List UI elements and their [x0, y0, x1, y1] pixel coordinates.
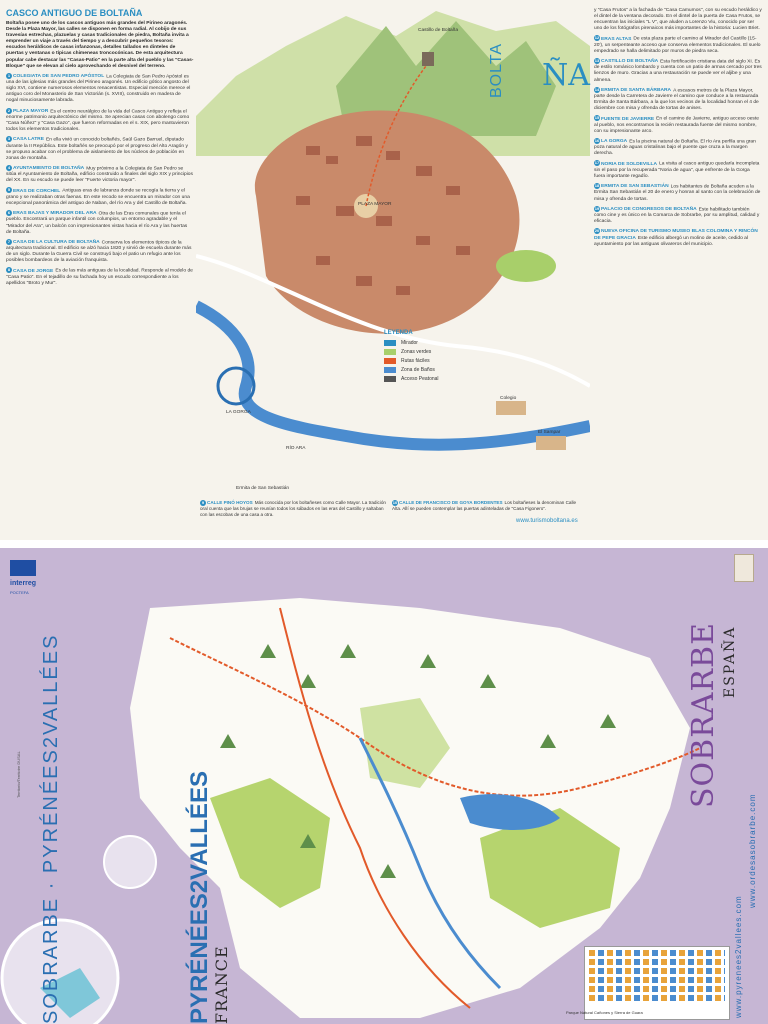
text-entry — [6, 136, 194, 162]
left-entries — [6, 73, 194, 287]
region-side-title: SOBRARBE · PYRÉNÉES2VALLÉES — [40, 633, 62, 1024]
castle-icon[interactable] — [422, 52, 434, 66]
entry-title: PALACIO DE CONGRESOS DE BOLTAÑA — [601, 206, 697, 212]
entry-number-badge: 19 — [594, 205, 600, 211]
entry-title: ERMITA DE SANTA BÁRBARA — [601, 87, 672, 93]
entry-text: Antiguas eras de labranza donde se recogía la tierra y el grano y se realizaban otras faenas. En este recodo se encuentra un mirador con una excepcional panorámica del antiguo de Naban, del río Ara y del Castillo de Boltaña. — [6, 188, 190, 206]
entry-title: CASA DE JORGE — [13, 268, 54, 274]
ordesa-url[interactable]: www.ordesasobrarbe.com — [748, 793, 757, 908]
text-entry — [6, 73, 194, 105]
entry-number-badge: 20 — [594, 228, 600, 234]
entry-text: Es de las más antiguas de la localidad. Responde al modelo de "Casa Patio". En el tejadillo de su fachada hoy un escudo correspondiente a los apellidos "Broto y Mur". — [6, 268, 193, 286]
entry-text: Los habitantes de Boltaña acuden a la Ermita San Sebastián el 20 de enero y honran al santo con la celebración de misa y ofrenda de tortas. — [594, 184, 761, 202]
el-sampar-building[interactable] — [536, 436, 566, 450]
text-entry — [594, 58, 762, 84]
entry-number-badge: 7 — [7, 238, 11, 244]
left-text-column — [6, 8, 194, 290]
entry-text: Otra de las Eras comunales que tenía el pueblo. Encontrará un parque infantil con columpios, un entorno agradable y el "Mirador del Ara", un balcón con impresionantes vistas hacia el río Ara y las huertas de Boltaña. — [6, 211, 188, 235]
text-entry — [594, 206, 762, 226]
legend-label: Zonas verdes — [401, 348, 432, 355]
legend-label: Mirador — [401, 339, 418, 346]
text-entry — [594, 35, 762, 55]
logo-word-1: BOLTA — [488, 42, 505, 98]
text-entry — [392, 500, 578, 512]
column-heading: CASCO ANTIGUO DE BOLTAÑA — [6, 8, 143, 18]
entry-title: NORIA DE SOLDEVILLA — [601, 161, 658, 167]
entry-number-badge: 2 — [7, 107, 11, 113]
entry-text: Los boltañeses la denominan Calle Alta. Allí se pueden contemplar las puertas adinteladas de "Casa Figonero". — [392, 500, 577, 512]
legend-symbol-icon — [384, 376, 396, 382]
right-text-column — [594, 8, 762, 251]
entry-text: y "Casa Frutos" a la fachada de "Casa Camumos", con su escudo heráldico y el dintel de la ventana decorado. En el dintel de la puerta de Casa Frutos, se encuentran las iniciales "L V", que aluden a Lorenzo Viu, conocido por ser uno de los fotógrafos pirenaicos más importantes de la historia: Lucien Briet. — [594, 8, 762, 32]
espana-subtitle: ESPAÑA — [722, 625, 738, 698]
entry-text: Conserva los elementos típicos de la arquitectura tradicional. El edificio se alzó hacia 1820 y sirvió de escuela durante más de un siglo. Durante la Guerra Civil se construyó bajo el patio un refugio ante los posibles bombardeos de la aviación franquista. — [6, 239, 192, 264]
text-entry — [594, 138, 762, 158]
colegio-label: Colegio — [500, 396, 517, 401]
legend-item — [384, 365, 484, 374]
entry-number-badge: 18 — [594, 183, 600, 189]
entry-text: En ella vivió un conocido boltañés, Saúl Gazo Barruel, diputado durante la II República. Este boltañés se preocupó por el progreso del Alto Aragón y se propuso acabar con el problema de aislamiento de los núcleos de población en zonas de montaña. — [6, 137, 188, 161]
entry-title: CASA DE LA CULTURA DE BOLTAÑA — [13, 239, 100, 245]
legend-label: Zona de Baños — [401, 366, 435, 373]
legend-label: Acceso Peatonal — [401, 375, 439, 382]
text-entry — [594, 87, 762, 113]
ermita-label: Ermita de San Sebastián — [236, 486, 290, 491]
territory-label: Territorio/Territoire DUSAL — [16, 751, 21, 798]
entry-number-badge: 4 — [7, 164, 11, 170]
services-legend-box — [584, 946, 730, 1020]
entry-number-badge: 8 — [7, 267, 11, 273]
text-entry — [6, 239, 194, 265]
colegio-building[interactable] — [496, 401, 526, 415]
text-entry — [6, 187, 194, 207]
text-entry — [594, 160, 762, 180]
entry-title: LA GORGA — [601, 139, 628, 145]
entry-text: Es la piscina natural de Boltaña. El río Ara perfila una gran poza natural de aguas cristalinas bajo el puente que cruza a la margen derecha. — [594, 139, 756, 157]
entry-number-badge: 9 — [201, 500, 205, 505]
entry-number-badge: 6 — [7, 210, 11, 216]
green-zone — [496, 250, 556, 282]
entry-text: Este edificio albergó un molino de aceite, cedido al ayuntamiento por las antiguas olivareros del municipio. — [594, 235, 748, 247]
logo-word-2: ÑA — [542, 58, 590, 93]
park-label: Parque Natural Cañones y Sierra de Guara — [566, 1010, 643, 1015]
entry-text: Más conocida por los boltañeses como Calle Mayor. La tradición oral cuenta que las brujas se reunían todos los sábados en las eras del Castillo y saltaban con las escobas de una casa a otra. — [200, 500, 386, 517]
entry-text: Es el centro neurálgico de la vida del Casco Antiguo y refleja el enorme patrimonio arquitectónico del mismo. Se aprecian casas con abolengo como "Casa Núñez" y "Casa Gazo", que fueron reformadas en el s. XIX, pero mantuvieron todos los elementos tradicionales. — [6, 108, 190, 133]
legend-symbol-icon — [384, 367, 396, 373]
entry-number-badge: 12 — [594, 35, 600, 41]
intro-paragraph: Boltaña posee uno de los cascos antiguos más grandes del Pirineo aragonés. Desde la Plaza Mayor, las calles se disponen en forma radial. Al cobijo de sus travesías estrechas, plazuelas y casas tradicionales de piedra, Boltaña invita a emprender un viaje a través del tiempo y a descubrir pequeños tesoros: escudos heráldicos de casas infanzonas, detalles tallados en dinteles de puertas y ventanas o típicas chimeneas troncocónicas. De esta arquitectura popular cabe destacar las "Casas-Patio" en la parte alta del pueblo y las "Casas-Bloque" que se elevan al cielo aprovechando el desnivel del terreno. — [6, 21, 194, 69]
entry-number-badge: 14 — [594, 86, 600, 92]
legend-item — [384, 356, 484, 365]
text-entry — [6, 165, 194, 185]
entry-title: CALLE DE FRANCISCO DE GOYA BORDENTES — [399, 500, 503, 506]
legend-item — [384, 347, 484, 356]
entry-title: CASA LATRE — [13, 137, 44, 143]
legend-title: LEYENDA — [384, 330, 413, 336]
legend-symbol-icon — [384, 349, 396, 355]
text-entry — [594, 8, 762, 32]
legend-label: Rutas fáciles — [401, 357, 430, 364]
plaza-label: PLAZA MAYOR — [358, 202, 392, 207]
entry-number-badge: 17 — [594, 160, 600, 166]
entry-title: COLEGIATA DE SAN PEDRO APÓSTOL — [13, 74, 105, 80]
text-entry — [6, 210, 194, 236]
river-label: RÍO ARA — [286, 446, 306, 451]
entry-number-badge: 13 — [594, 57, 600, 63]
right-entries — [594, 8, 762, 248]
entry-title: AYUNTAMIENTO DE BOLTAÑA — [13, 166, 85, 172]
text-entry — [6, 267, 194, 287]
eu-flag-logo — [10, 560, 36, 576]
sampar-label: El Sampar — [538, 430, 561, 435]
entry-number-badge: 16 — [594, 137, 600, 143]
entry-number-badge: 3 — [7, 136, 11, 142]
entry-title: CASTILLO DE BOLTAÑA — [601, 59, 659, 65]
entry-title: PLAZA MAYOR — [13, 108, 49, 114]
legend-symbol-icon — [384, 358, 396, 364]
entry-text: De esta plaza parte el camino al Mirador del Castillo (15-20'), un serpenteante acceso que conserva elementos tradicionales. El suelo empedrado se halla delimitado por muros de piedra seca. — [594, 36, 761, 54]
pyrenees-url[interactable]: www.pyrenees2vallees.com — [734, 895, 743, 1018]
entry-title: NUEVA OFICINA DE TURISMO MUSEO BLAS COLOMINA Y RINCÓN DE PEPE GRACIA — [594, 229, 758, 241]
legend-symbol-icon — [384, 340, 396, 346]
text-entry — [594, 115, 762, 135]
entry-text: La visita al casco antiguo quedaría incompleta sin el paso por la recuperada "Noria de agua", que enfrente de la Gorga fuera importante regadío. — [594, 161, 760, 179]
aragon-logo — [734, 554, 754, 582]
france-title: PYRÉNÉES2VALLÉES — [186, 771, 213, 1024]
entry-title: ERMITA DE SAN SEBASTIÁN — [601, 184, 669, 190]
entry-number-badge: 1 — [7, 72, 11, 78]
entry-text: La Colegiata de San Pedro Apóstol es una de las iglesias más grandes del Pirineo aragonés. Un edificio gótico angosto del siglo XVI, contiene numerosos elementos renacentistas. Especial mención merece el antiguo coro del Monasterio de San Victorián (s. XVIII), construido en madera de nogal minuciosamente labrada. — [6, 74, 191, 104]
legend-item — [384, 338, 484, 347]
text-entry — [200, 500, 386, 518]
text-entry — [6, 108, 194, 134]
legend-item — [384, 374, 484, 383]
entry-number-badge: 5 — [7, 187, 11, 193]
town-map[interactable] — [196, 6, 590, 500]
france-subtitle: FRANCE — [212, 945, 231, 1024]
text-entry — [594, 228, 762, 248]
castle-label: Castillo de Boltaña — [418, 28, 458, 33]
region-panel — [0, 548, 768, 1024]
entry-number-badge: 10 — [392, 500, 398, 505]
entry-text: En el camino de Javierre, antiguo acceso oeste al pueblo, nos encontramos la recién restaurada fuente del mismo nombre, con su impresionante arco. — [594, 116, 759, 134]
entry-text: A escasos metros de la Plaza Mayor, parte desde la Carretera de Javierre el camino que conduce a la restaurada Ermita de Santa Bárbara, a la que los vecinos de la localidad honran el 4 de diciembre con misa y ofrenda de tortas de anises. — [594, 87, 759, 112]
sobrarbe-title: SOBRARBE — [686, 622, 721, 808]
entry-text: Muy próximo a la Colegiata de San Pedro se sitúa el Ayuntamiento de Boltaña, edificio construido a finales del siglo XIX y principios del XX. En su escudo se puede leer "Fuerte victoria mayor". — [6, 166, 193, 184]
text-entry — [594, 183, 762, 203]
entry-text: Esta fortificación cristiana data del siglo XI. Es de estilo románico lombardo y cuenta con un patio de armas cercado por tres lienzos de muro. Gracias a una restauración se puede ver el aljibe y una almena. — [594, 59, 762, 83]
interreg-subtitle: POCTEFA — [10, 590, 29, 595]
entry-title: FUENTE DE JAVIERRE — [601, 116, 655, 122]
interreg-logo: interreg — [10, 580, 37, 587]
tourism-url[interactable]: www.turismoboltana.es — [516, 518, 578, 524]
entry-text: Este habilitado también como cine y es único en la Comarca de Sobrarbe, por su amplitud, calidad y eficacia. — [594, 206, 760, 225]
gorga-label: LA GORGA — [226, 410, 251, 415]
entry-number-badge: 15 — [594, 115, 600, 121]
entry-title: CALLE PINÓ HOYOS — [207, 500, 253, 506]
map-legend — [384, 330, 484, 383]
entry-title: ERAS BAJAS Y MIRADOR DEL ARA — [13, 211, 97, 217]
entry-title: ERAS DE CORCHEL — [13, 188, 61, 194]
entry-title: ERAS ALTAS — [601, 36, 632, 42]
inset-small-map[interactable] — [104, 836, 156, 888]
